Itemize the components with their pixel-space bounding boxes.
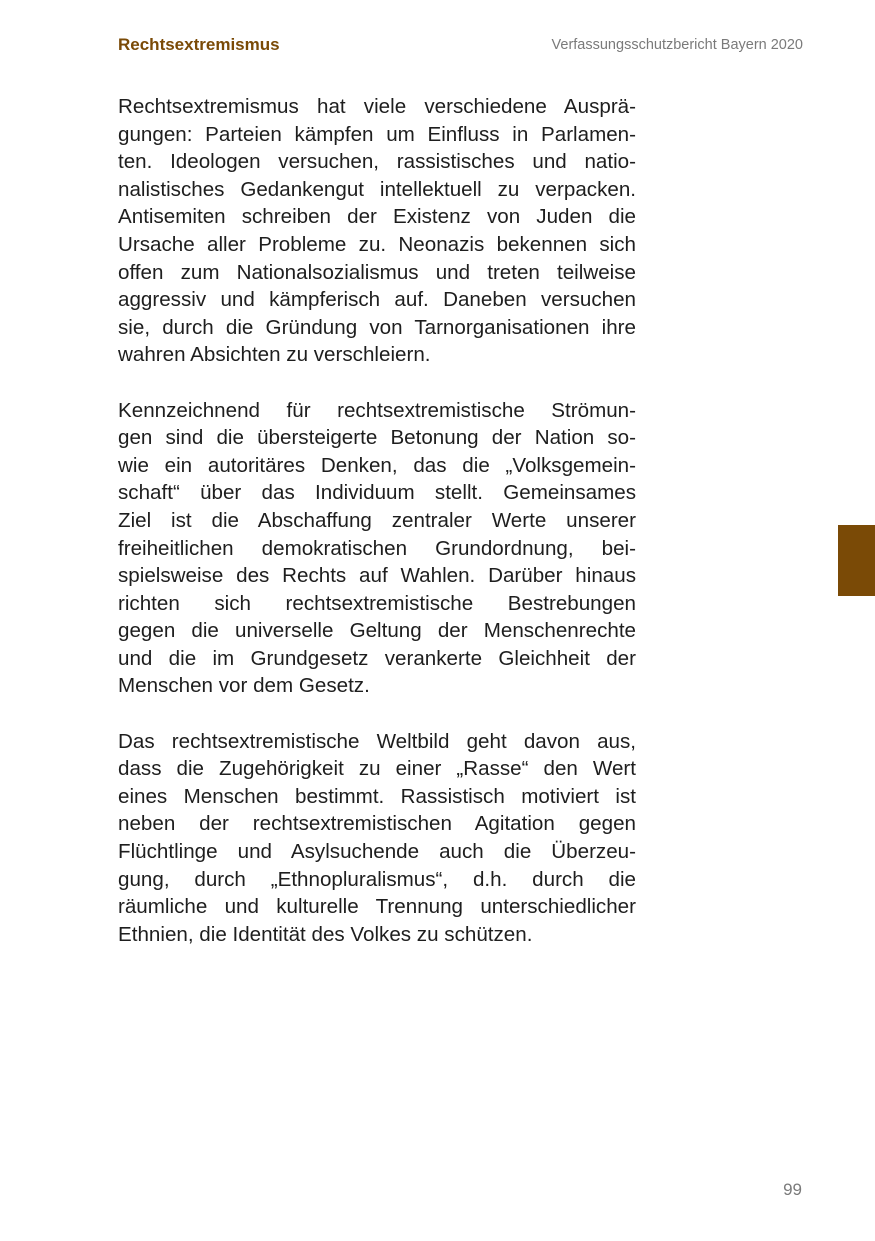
text-line: wahren Absichten zu verschleiern. — [118, 343, 431, 367]
text-line: freiheitlichen demokratischen Grundordnung, bei- — [118, 536, 636, 560]
text-line: räumliche und kulturelle Trennung unterschiedlicher — [118, 895, 636, 919]
paragraph-1 — [118, 93, 636, 369]
text-line: dass die Zugehörigkeit zu einer „Rasse“ den Wert — [118, 757, 636, 781]
text-line: Flüchtlinge und Asylsuchende auch die Überzeu- — [118, 840, 636, 864]
section-title: Rechtsextremismus — [118, 35, 280, 54]
text-line: Menschen vor dem Gesetz. — [118, 674, 370, 698]
text-line: ten. Ideologen versuchen, rassistisches und natio- — [118, 150, 636, 174]
text-line: Antisemiten schreiben der Existenz von Juden die — [118, 205, 636, 229]
text-line: neben der rechtsextremistischen Agitation gegen — [118, 812, 636, 836]
page-number: 99 — [783, 1180, 802, 1199]
text-line: wie ein autoritäres Denken, das die „Volksgemein- — [118, 453, 636, 477]
text-line: Das rechtsextremistische Weltbild geht davon aus, — [118, 729, 636, 753]
text-line: Kennzeichnend für rechtsextremistische Strömun- — [118, 398, 636, 422]
text-line: gen sind die übersteigerte Betonung der Nation so- — [118, 426, 636, 450]
report-title: Verfassungsschutzbericht Bayern 2020 — [551, 37, 803, 53]
paragraph-3 — [118, 728, 636, 949]
text-line: Rechtsextremismus hat viele verschiedene Ausprä- — [118, 95, 636, 118]
text-line: gegen die universelle Geltung der Menschenrechte — [118, 619, 636, 643]
text-line: und die im Grundgesetz verankerte Gleichheit der — [118, 646, 636, 670]
body-text — [118, 93, 636, 976]
text-line: richten sich rechtsextremistische Bestrebungen — [118, 591, 636, 615]
text-line: aggressiv und kämpferisch auf. Daneben versuchen — [118, 288, 636, 312]
text-line: offen zum Nationalsozialismus und treten teilweise — [118, 260, 636, 284]
text-line: Ziel ist die Abschaffung zentraler Werte unserer — [118, 508, 636, 532]
text-line: Ursache aller Probleme zu. Neonazis bekennen sich — [118, 232, 636, 256]
text-line: schaft“ über das Individuum stellt. Gemeinsames — [118, 481, 636, 505]
text-line: gungen: Parteien kämpfen um Einfluss in Parlamen- — [118, 122, 636, 146]
text-line: sie, durch die Gründung von Tarnorganisationen ihre — [118, 315, 636, 339]
text-line: spielsweise des Rechts auf Wahlen. Darüber hinaus — [118, 564, 636, 588]
paragraph-2 — [118, 397, 636, 701]
chapter-tab-marker — [838, 525, 875, 596]
text-line: nalistisches Gedankengut intellektuell zu verpacken. — [118, 177, 636, 201]
text-line: eines Menschen bestimmt. Rassistisch motiviert ist — [118, 784, 636, 808]
text-line: Ethnien, die Identität des Volkes zu schützen. — [118, 922, 533, 946]
text-line: gung, durch „Ethnopluralismus“, d.h. durch die — [118, 867, 636, 891]
